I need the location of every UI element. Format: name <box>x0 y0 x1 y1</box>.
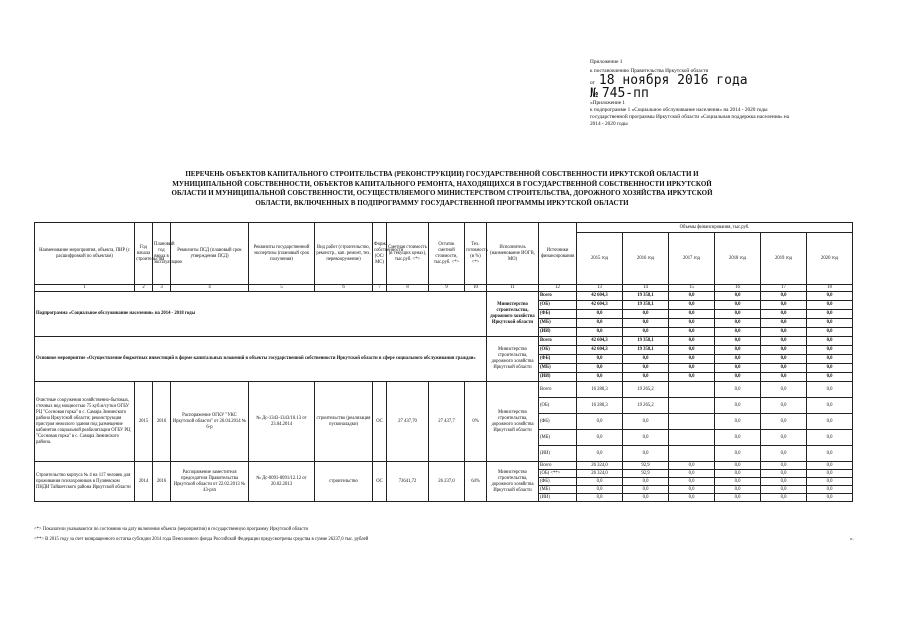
amount-cell: 0,0 <box>761 478 807 486</box>
amount-cell: 0,0 <box>715 430 761 446</box>
amount-cell: 0,0 <box>577 328 623 337</box>
amount-cell: 0,0 <box>761 373 807 382</box>
column-number: 11 <box>487 285 539 292</box>
amount-cell: 0,0 <box>669 301 715 310</box>
column-number: 10 <box>465 285 487 292</box>
readiness: 0% <box>465 382 487 462</box>
column-number: 8 <box>387 285 429 292</box>
appendix-line-4: к подпрограмме 1 «Социальное обслуживание населения» на 2014 - 2020 годы государственной программы Иркутской области «Социальная поддержка населения» на 2014 - 2020 годы <box>590 106 790 127</box>
amount-cell: 0,0 <box>715 292 761 301</box>
amount-cell: 0,0 <box>761 292 807 301</box>
appendix-line-1: Приложение 1 <box>590 59 623 65</box>
amount-cell: 0,0 <box>623 446 669 462</box>
header-year: 2018 год <box>715 233 761 285</box>
amount-cell: 0,0 <box>761 382 807 398</box>
amount-cell <box>669 446 715 462</box>
amount-cell: 0,0 <box>669 292 715 301</box>
amount-cell: 0,0 <box>807 328 853 337</box>
ownership: ОС <box>373 462 387 502</box>
amount-cell: 0,0 <box>761 355 807 364</box>
amount-cell <box>669 382 715 398</box>
amount-cell: 0,0 <box>715 478 761 486</box>
amount-cell: 0,0 <box>669 478 715 486</box>
readiness: 64% <box>465 462 487 502</box>
psd-details: Распоряжение заместителя председателя Правительства Иркутской области от 22.02.2013 № 43-рзп <box>171 462 249 502</box>
source-cell: (ОБ) <box>539 398 577 414</box>
expertise-details: № Дс-0091-0091/12.12 от 20.02.2013 <box>249 462 315 502</box>
amount-cell: 0,0 <box>807 373 853 382</box>
source-cell: Всего <box>539 382 577 398</box>
column-number: 16 <box>715 285 761 292</box>
amount-cell: 0,0 <box>761 414 807 430</box>
amount-cell: 0,0 <box>807 462 853 470</box>
amount-cell: 0,0 <box>715 328 761 337</box>
start-year: 2015 <box>135 382 153 462</box>
source-cell: (ИИ) <box>539 494 577 502</box>
executor-cell: Министерство строительства, дорожного хозяйства Иркутской области <box>487 382 539 462</box>
amount-cell: 0,0 <box>715 446 761 462</box>
amount-cell <box>669 430 715 446</box>
column-number: 3 <box>153 285 171 292</box>
appendix-number-line <box>590 85 790 101</box>
amount-cell: 0,0 <box>807 310 853 319</box>
amount-cell: 0,0 <box>669 346 715 355</box>
header-c4: Реквизиты ПСД (плановый срок утверждения ПСД) <box>171 223 249 285</box>
amount-cell: 0,0 <box>715 470 761 478</box>
source-cell: (ИИ) <box>539 373 577 382</box>
amount-cell: 0,0 <box>761 430 807 446</box>
header-c12: Источники финансирования <box>539 223 577 285</box>
amount-cell: 19 358,1 <box>623 301 669 310</box>
footnote-1: <*> Показатели указываются по состоянию на дату включения объекта (мероприятия) в государственную программу Иркутской области <box>34 527 308 532</box>
amount-cell: 0,0 <box>715 355 761 364</box>
source-cell: (МБ) <box>539 364 577 373</box>
amount-cell: 0,0 <box>807 478 853 486</box>
amount-cell: 0,0 <box>715 364 761 373</box>
amount-cell: 0,0 <box>669 494 715 502</box>
source-cell: Всего <box>539 337 577 346</box>
header-financing: Объемы финансирования, тыс.руб. <box>577 223 853 233</box>
amount-cell: 0,0 <box>715 398 761 414</box>
source-cell: (ОБ) <box>539 301 577 310</box>
amount-cell: 0,0 <box>761 462 807 470</box>
amount-cell: 0,0 <box>715 337 761 346</box>
column-number: 5 <box>249 285 315 292</box>
amount-cell: 0,0 <box>577 355 623 364</box>
column-number: 12 <box>539 285 577 292</box>
amount-cell: 0,0 <box>761 319 807 328</box>
source-cell: (ИИ) <box>539 446 577 462</box>
amount-cell: 0,0 <box>715 414 761 430</box>
source-cell: (ОБ) <**> <box>539 470 577 478</box>
amount-cell: 0,0 <box>807 414 853 430</box>
amount-cell: 0,0 <box>761 310 807 319</box>
source-cell: (ОБ) <box>539 346 577 355</box>
amount-cell: 0,0 <box>715 310 761 319</box>
psd-details: Распоряжение ОГКУ "УКС Иркутской области" от 26.04.2014 № 6-р <box>171 382 249 462</box>
amount-cell: 0,0 <box>669 355 715 364</box>
table-row <box>35 462 853 470</box>
amount-cell: 0,0 <box>623 430 669 446</box>
appendix-line-2: к постановлению Правительства Иркутской области <box>590 67 709 74</box>
amount-cell: 0,0 <box>623 328 669 337</box>
amount-cell: 0,0 <box>577 494 623 502</box>
end-year: 2016 <box>153 382 171 462</box>
estimated-cost: 27 437,70 <box>387 382 429 462</box>
amount-cell: 26 324,0 <box>577 462 623 470</box>
amount-cell: 0,0 <box>807 398 853 414</box>
amount-cell: 0,0 <box>807 301 853 310</box>
column-number: 1 <box>35 285 135 292</box>
header-year: 2016 год <box>623 233 669 285</box>
amount-cell: 19 265,2 <box>623 382 669 398</box>
amount-cell: 0,0 <box>807 355 853 364</box>
column-number: 18 <box>807 285 853 292</box>
object-name: Строительство корпуса № 4 на 117 человек для проживания психохроников в Пуляевском ПНДИ Тайшетского района Иркутской области <box>35 462 135 502</box>
object-1-section <box>35 382 853 462</box>
column-number: 7 <box>373 285 387 292</box>
work-type: строительство (реализация пусконаладки) <box>315 382 373 462</box>
amount-cell: 0,0 <box>807 494 853 502</box>
amount-cell <box>669 414 715 430</box>
amount-cell: 0,0 <box>669 364 715 373</box>
amount-cell: 19 358,1 <box>623 337 669 346</box>
header-c9: Остаток сметной стоимости, тыс.руб. <*> <box>429 223 465 285</box>
amount-cell: 0,0 <box>577 310 623 319</box>
amount-cell: 0,0 <box>715 382 761 398</box>
appendix-no-sign: № <box>590 85 598 101</box>
amount-cell: 0,0 <box>715 462 761 470</box>
amount-cell: 26 324,0 <box>577 470 623 478</box>
document-title: ПЕРЕЧЕНЬ ОБЪЕКТОВ КАПИТАЛЬНОГО СТРОИТЕЛЬСТВА (РЕКОНСТРУКЦИИ) ГОСУДАРСТВЕННОЙ СОБСТВЕННОСТИ ИРКУТСКОЙ ОБЛАСТИ И МУНИЦИПАЛЬНОЙ СОБСТВЕННОСТИ, ОБЪЕКТОВ КАПИТАЛЬНОГО РЕМОНТА, НАХОДЯЩИХСЯ В ГОСУДАРСТВЕННОЙ СОБСТВЕННОСТИ ИРКУТСКОЙ ОБЛАСТИ И МУНИЦИПАЛЬНОЙ СОБСТВЕННОСТИ, ОСУЩЕСТВЛЯЕМОГО МИНИСТЕРСТВОМ СТРОИТЕЛЬСТВА, ДОРОЖНОГО ХОЗЯЙСТВА ИРКУТСКОЙ ОБЛАСТИ, ВКЛЮЧЕННЫХ В ПОДПРОГРАММУ ГОСУДАРСТВЕННОЙ ПРОГРАММЫ ИРКУТСКОЙ ОБЛАСТИ <box>171 170 713 207</box>
amount-cell: 0,0 <box>807 470 853 478</box>
object-name: Очистные сооружения хозяйственно-бытовых, сточных вод мощностью 75 куб.м/сутки ОГБУ РЦ "Сосновая горка" в с. Самара Зиминского района Иркутской области; реконструкция пристроя нежилого здания под размещение кабинетов социальной реабилитации ОГБУ РЦ "Сосновая горка" в с. Самара Зиминского района. <box>35 382 135 462</box>
header-c3: Плановый год ввода в эксплуатацию <box>153 223 171 285</box>
estimated-cost: 73641,72 <box>387 462 429 502</box>
amount-cell: 16 280,3 <box>577 382 623 398</box>
amount-cell: 0,0 <box>669 373 715 382</box>
amount-cell: 92,9 <box>623 470 669 478</box>
source-cell: (ИИ) <box>539 328 577 337</box>
amount-cell: 0,0 <box>807 337 853 346</box>
amount-cell: 0,0 <box>807 430 853 446</box>
ownership: ОС <box>373 382 387 462</box>
amount-cell: 0,0 <box>807 382 853 398</box>
column-number: 2 <box>135 285 153 292</box>
amount-cell: 19 265,2 <box>623 398 669 414</box>
amount-cell: 0,0 <box>577 373 623 382</box>
appendix-line-3: «Приложение 1 <box>590 99 626 106</box>
amount-cell: 0,0 <box>577 364 623 373</box>
table-row <box>35 337 853 346</box>
header-year: 2019 год <box>761 233 807 285</box>
amount-cell: 0,0 <box>715 346 761 355</box>
amount-cell: 0,0 <box>715 301 761 310</box>
source-cell: (МБ) <box>539 319 577 328</box>
amount-cell: 0,0 <box>669 337 715 346</box>
header-c5: Реквизиты государственной экспертизы (плановый срок получения) <box>249 223 315 285</box>
amount-cell: 0,0 <box>807 292 853 301</box>
appendix-date: 18 ноября 2016 года <box>598 73 748 89</box>
amount-cell <box>669 398 715 414</box>
amount-cell: 42 604,3 <box>577 346 623 355</box>
amount-cell: 0,0 <box>807 346 853 355</box>
source-cell: Всего <box>539 292 577 301</box>
amount-cell: 0,0 <box>577 319 623 328</box>
closing-mark: ». <box>850 537 854 542</box>
footnote-2: <**> В 2015 году за счет возвращенного остатка субсидии 2014 года Пенсионного фонда Российской Федерации предусмотрены средства в сумме 26237,0 тыс. рублей <box>34 537 369 542</box>
appendix-ot: от <box>590 80 595 87</box>
header-row-1 <box>35 223 853 233</box>
source-cell: Всего <box>539 462 577 470</box>
amount-cell: 0,0 <box>669 328 715 337</box>
amount-cell: 0,0 <box>715 319 761 328</box>
amount-cell: 0,0 <box>623 355 669 364</box>
column-number: 9 <box>429 285 465 292</box>
amount-cell: 42 604,3 <box>577 292 623 301</box>
amount-cell: 0,0 <box>623 373 669 382</box>
header-c10: Тех. готовность (в %) <*> <box>465 223 487 285</box>
amount-cell: 0,0 <box>715 494 761 502</box>
column-number: 15 <box>669 285 715 292</box>
header-year: 2015 год <box>577 233 623 285</box>
amount-cell: 0,0 <box>807 364 853 373</box>
amount-cell: 0,0 <box>761 446 807 462</box>
source-cell: (ФБ) <box>539 310 577 319</box>
amount-cell: 0,0 <box>807 319 853 328</box>
header-c8: Сметная стоимость (в текущих ценах), тыс.руб. <*> <box>387 223 429 285</box>
amount-cell: 0,0 <box>761 364 807 373</box>
amount-cell: 0,0 <box>669 319 715 328</box>
start-year: 2014 <box>135 462 153 502</box>
column-numbers-row <box>35 285 853 292</box>
amount-cell: 0,0 <box>623 310 669 319</box>
amount-cell: 0,0 <box>807 486 853 494</box>
amount-cell: 0,0 <box>669 486 715 494</box>
cost-remainder: 27 437,7 <box>429 382 465 462</box>
amount-cell: 0,0 <box>623 319 669 328</box>
amount-cell: 0,0 <box>577 486 623 494</box>
amount-cell: 42 604,3 <box>577 301 623 310</box>
objects-table <box>34 222 853 502</box>
header-c7: Форма собственности (ОС/ МС) <box>373 223 387 285</box>
amount-cell: 0,0 <box>623 494 669 502</box>
amount-cell: 0,0 <box>623 486 669 494</box>
executor-cell: Министерство строительства, дорожного хозяйства Иркутской области <box>487 292 539 337</box>
amount-cell: 0,0 <box>623 478 669 486</box>
work-type: строительство <box>315 462 373 502</box>
amount-cell: 0,0 <box>761 494 807 502</box>
amount-cell: 92,9 <box>623 462 669 470</box>
amount-cell: 0,0 <box>761 337 807 346</box>
amount-cell: 0,0 <box>715 486 761 494</box>
amount-cell: 0,0 <box>623 364 669 373</box>
amount-cell: 0,0 <box>669 462 715 470</box>
column-number: 13 <box>577 285 623 292</box>
subprogram-name: Подпрограмма «Социальное обслуживание населения» на 2014 - 2018 годы <box>35 292 487 337</box>
source-cell: (ФБ) <box>539 478 577 486</box>
appendix-number: 745-пп <box>601 85 649 101</box>
amount-cell: 0,0 <box>761 328 807 337</box>
header-c1: Наименование мероприятия, объекта, ПИР (с расшифровкой по объектам) <box>35 223 135 285</box>
amount-cell: 19 358,1 <box>623 292 669 301</box>
header-year: 2020 год <box>807 233 853 285</box>
amount-cell: 0,0 <box>761 301 807 310</box>
amount-cell: 0,0 <box>761 486 807 494</box>
main-event-section <box>35 337 853 382</box>
source-cell: (МБ) <box>539 486 577 494</box>
amount-cell: 0,0 <box>577 414 623 430</box>
header-c2: Год начала строительства <box>135 223 153 285</box>
amount-cell: 0,0 <box>761 398 807 414</box>
amount-cell: 0,0 <box>577 478 623 486</box>
amount-cell: 0,0 <box>807 446 853 462</box>
header-c6: Вид работ (строительство, реконстр., кап. ремонт, тех. перевооружение) <box>315 223 373 285</box>
column-number: 17 <box>761 285 807 292</box>
source-cell: (ФБ) <box>539 355 577 364</box>
appendix-block <box>590 58 790 128</box>
table-row <box>35 292 853 301</box>
amount-cell: 0,0 <box>669 310 715 319</box>
amount-cell: 0,0 <box>577 446 623 462</box>
header-year: 2017 год <box>669 233 715 285</box>
amount-cell: 42 604,3 <box>577 337 623 346</box>
header-c11: Исполнитель (наименование ИОГВ, МО) <box>487 223 539 285</box>
table-row <box>35 382 853 398</box>
amount-cell: 0,0 <box>761 470 807 478</box>
end-year: 2016 <box>153 462 171 502</box>
amount-cell: 0,0 <box>715 373 761 382</box>
amount-cell: 0,0 <box>577 430 623 446</box>
amount-cell: 19 358,1 <box>623 346 669 355</box>
cost-remainder: 26 237,0 <box>429 462 465 502</box>
column-number: 6 <box>315 285 373 292</box>
column-number: 4 <box>171 285 249 292</box>
subprogram-section <box>35 292 853 337</box>
source-cell: (ФБ) <box>539 414 577 430</box>
amount-cell: 16 280,3 <box>577 398 623 414</box>
amount-cell: 0,0 <box>761 346 807 355</box>
executor-cell: Министерство строительства, дорожного хозяйства Иркутской области <box>487 337 539 382</box>
amount-cell: 0,0 <box>623 414 669 430</box>
object-2-section <box>35 462 853 502</box>
source-cell: (МБ) <box>539 430 577 446</box>
amount-cell: 0,0 <box>669 470 715 478</box>
executor-cell: Министерство строительства, дорожного хозяйства Иркутской области <box>487 462 539 502</box>
expertise-details: № Дс-1343-1343/10.13 от 23.04.2014 <box>249 382 315 462</box>
column-number: 14 <box>623 285 669 292</box>
main-event-name: Основное мероприятие «Осуществление бюджетных инвестиций в форме капитальных вложений в объекты государственной собственности Иркутской области в сфере социального обслуживания граждан» <box>35 337 487 382</box>
